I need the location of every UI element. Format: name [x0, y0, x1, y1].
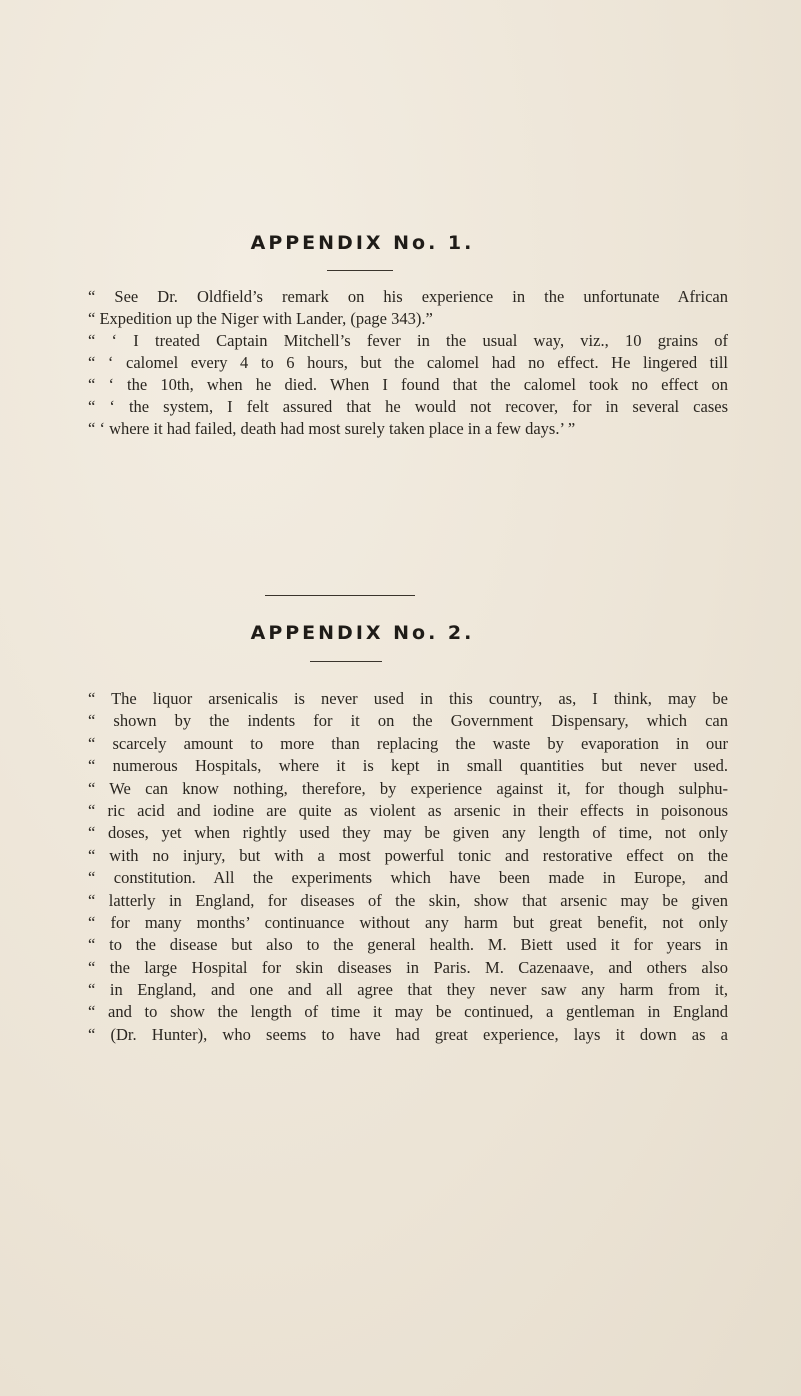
- text-line: “ to the disease but also to the general health. M. Biett used it for years in: [88, 935, 728, 955]
- text-line: “ doses, yet when rightly used they may be given any length of time, not only: [88, 823, 728, 843]
- text-line: “ Expedition up the Niger with Lander, (page 343).”: [88, 309, 433, 328]
- text-line: “ ‘ calomel every 4 to 6 hours, but the calomel had no effect. He lingered till: [88, 353, 728, 372]
- appendix-2-text: [88, 688, 728, 1046]
- text-line: “ ‘ the 10th, when he died. When I found that the calomel took no effect on: [88, 375, 728, 394]
- text-line: “ (Dr. Hunter), who seems to have had great experience, lays it down as a: [88, 1024, 728, 1044]
- text-line: “ ‘ the system, I felt assured that he would not recover, for in several cases: [88, 397, 728, 416]
- appendix-1-text: [88, 286, 728, 440]
- appendix-1-heading-rule: [327, 270, 393, 271]
- appendix-1-heading: APPENDIX No. 1.: [250, 232, 475, 254]
- text-line: “ shown by the indents for it on the Government Dispensary, which can: [88, 711, 728, 731]
- section-divider-rule: [265, 595, 415, 596]
- text-line: “ The liquor arsenicalis is never used in this country, as, I think, may be: [88, 689, 728, 708]
- text-line: “ and to show the length of time it may be continued, a gentleman in England: [88, 1002, 728, 1022]
- text-line: “ ‘ I treated Captain Mitchell’s fever in the usual way, viz., 10 grains of: [88, 331, 728, 350]
- text-line: “ ric acid and iodine are quite as violent as arsenic in their effects in poisonous: [88, 800, 728, 820]
- text-line: “ with no injury, but with a most powerful tonic and restorative effect on the: [88, 845, 728, 865]
- text-line: “ We can know nothing, therefore, by experience against it, for though sulphu-: [88, 778, 728, 798]
- appendix-2-heading: APPENDIX No. 2.: [250, 622, 475, 644]
- text-line: “ latterly in England, for diseases of the skin, show that arsenic may be given: [88, 890, 728, 910]
- text-line: “ constitution. All the experiments which have been made in Europe, and: [88, 868, 728, 888]
- appendix-2-heading-rule: [310, 661, 382, 662]
- text-line: “ in England, and one and all agree that they never saw any harm from it,: [88, 980, 728, 1000]
- text-line: “ for many months’ continuance without any harm but great benefit, not only: [88, 912, 728, 932]
- text-line: “ ‘ where it had failed, death had most surely taken place in a few days.’ ”: [88, 419, 576, 438]
- text-line: “ scarcely amount to more than replacing the waste by evaporation in our: [88, 733, 728, 753]
- text-line: “ numerous Hospitals, where it is kept in small quantities but never used.: [88, 756, 728, 776]
- text-line: “ See Dr. Oldfield’s remark on his experience in the unfortunate African: [88, 287, 728, 306]
- text-line: “ the large Hospital for skin diseases in Paris. M. Cazenaave, and others also: [88, 957, 728, 977]
